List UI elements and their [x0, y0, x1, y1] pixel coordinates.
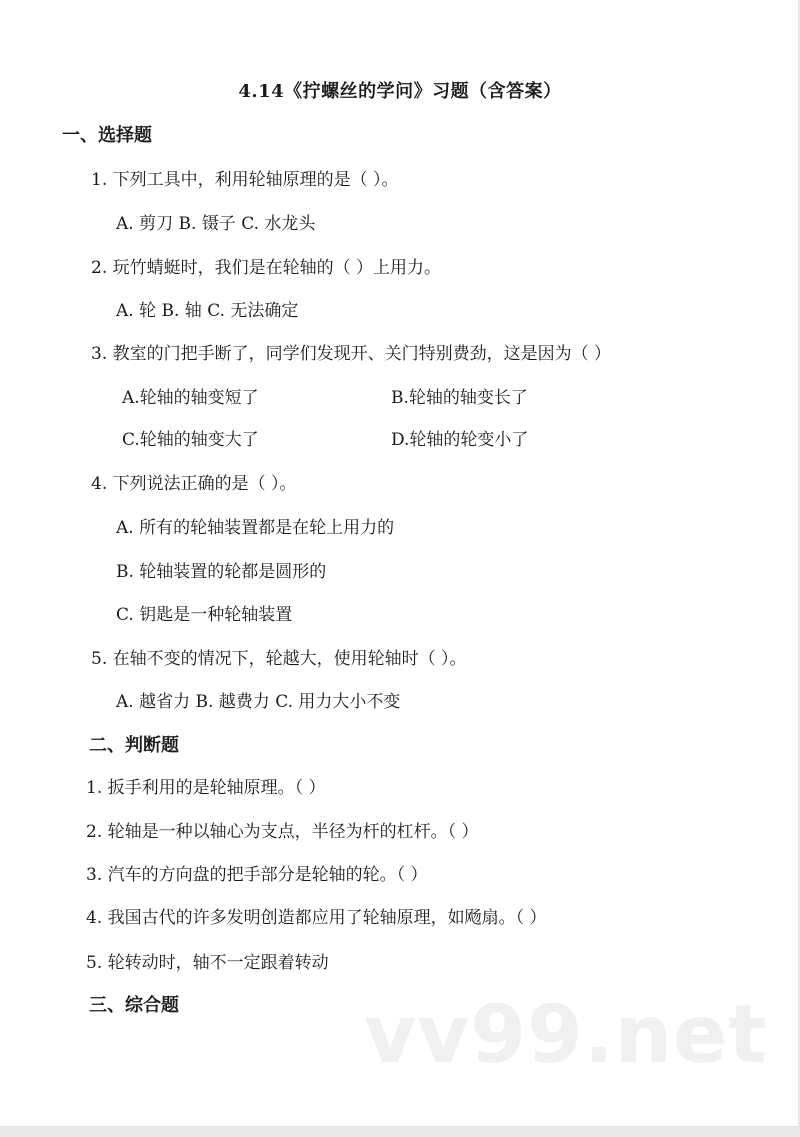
choice-question-3-option-d: D.轮轴的轮变小了	[391, 430, 529, 450]
choice-question-2: 2. 玩竹蜻蜓时，我们是在轮轴的（ ）上用力。	[91, 258, 442, 278]
choice-question-3-option-b: B.轮轴的轴变长了	[391, 388, 528, 408]
judge-question-4: 4. 我国古代的许多发明创造都应用了轮轴原理，如飏扇。（ ）	[86, 908, 547, 928]
judge-question-5: 5. 轮转动时，轴不一定跟着转动	[86, 953, 329, 973]
choice-question-5-options: A. 越省力 B. 越费力 C. 用力大小不变	[116, 692, 401, 712]
choice-question-4-option-a: A. 所有的轮轴装置都是在轮上用力的	[116, 518, 395, 538]
choice-question-5: 5. 在轴不变的情况下，轮越大，使用轮轴时（ ）。	[91, 649, 467, 669]
choice-question-4-option-c: C. 钥匙是一种轮轴装置	[116, 605, 293, 625]
judge-question-2: 2. 轮轴是一种以轴心为支点，半径为杆的杠杆。（ ）	[86, 822, 479, 842]
choice-question-3: 3. 教室的门把手断了，同学们发现开、关门特别费劲，这是因为（ ）	[91, 344, 612, 364]
watermark: vv99.net	[364, 988, 768, 1081]
choice-question-3-option-a: A.轮轴的轴变短了	[122, 388, 259, 408]
choice-question-1-options: A. 剪刀 B. 镊子 C. 水龙头	[116, 214, 316, 234]
judge-question-1: 1. 扳手利用的是轮轴原理。（ ）	[86, 778, 326, 798]
choice-question-1: 1. 下列工具中，利用轮轴原理的是（ ）。	[91, 170, 399, 190]
section-heading-choice: 一、选择题	[62, 125, 152, 146]
choice-question-3-option-c: C.轮轴的轴变大了	[122, 430, 259, 450]
choice-question-4: 4. 下列说法正确的是（ ）。	[91, 474, 297, 494]
document-title: 4.14《拧螺丝的学问》习题（含答案）	[238, 81, 562, 102]
choice-question-4-option-b: B. 轮轴装置的轮都是圆形的	[116, 562, 327, 582]
section-heading-judge: 二、判断题	[89, 735, 179, 756]
judge-question-3: 3. 汽车的方向盘的把手部分是轮轴的轮。（ ）	[86, 865, 428, 885]
section-heading-comprehensive: 三、综合题	[89, 995, 179, 1016]
choice-question-2-options: A. 轮 B. 轴 C. 无法确定	[116, 301, 299, 321]
